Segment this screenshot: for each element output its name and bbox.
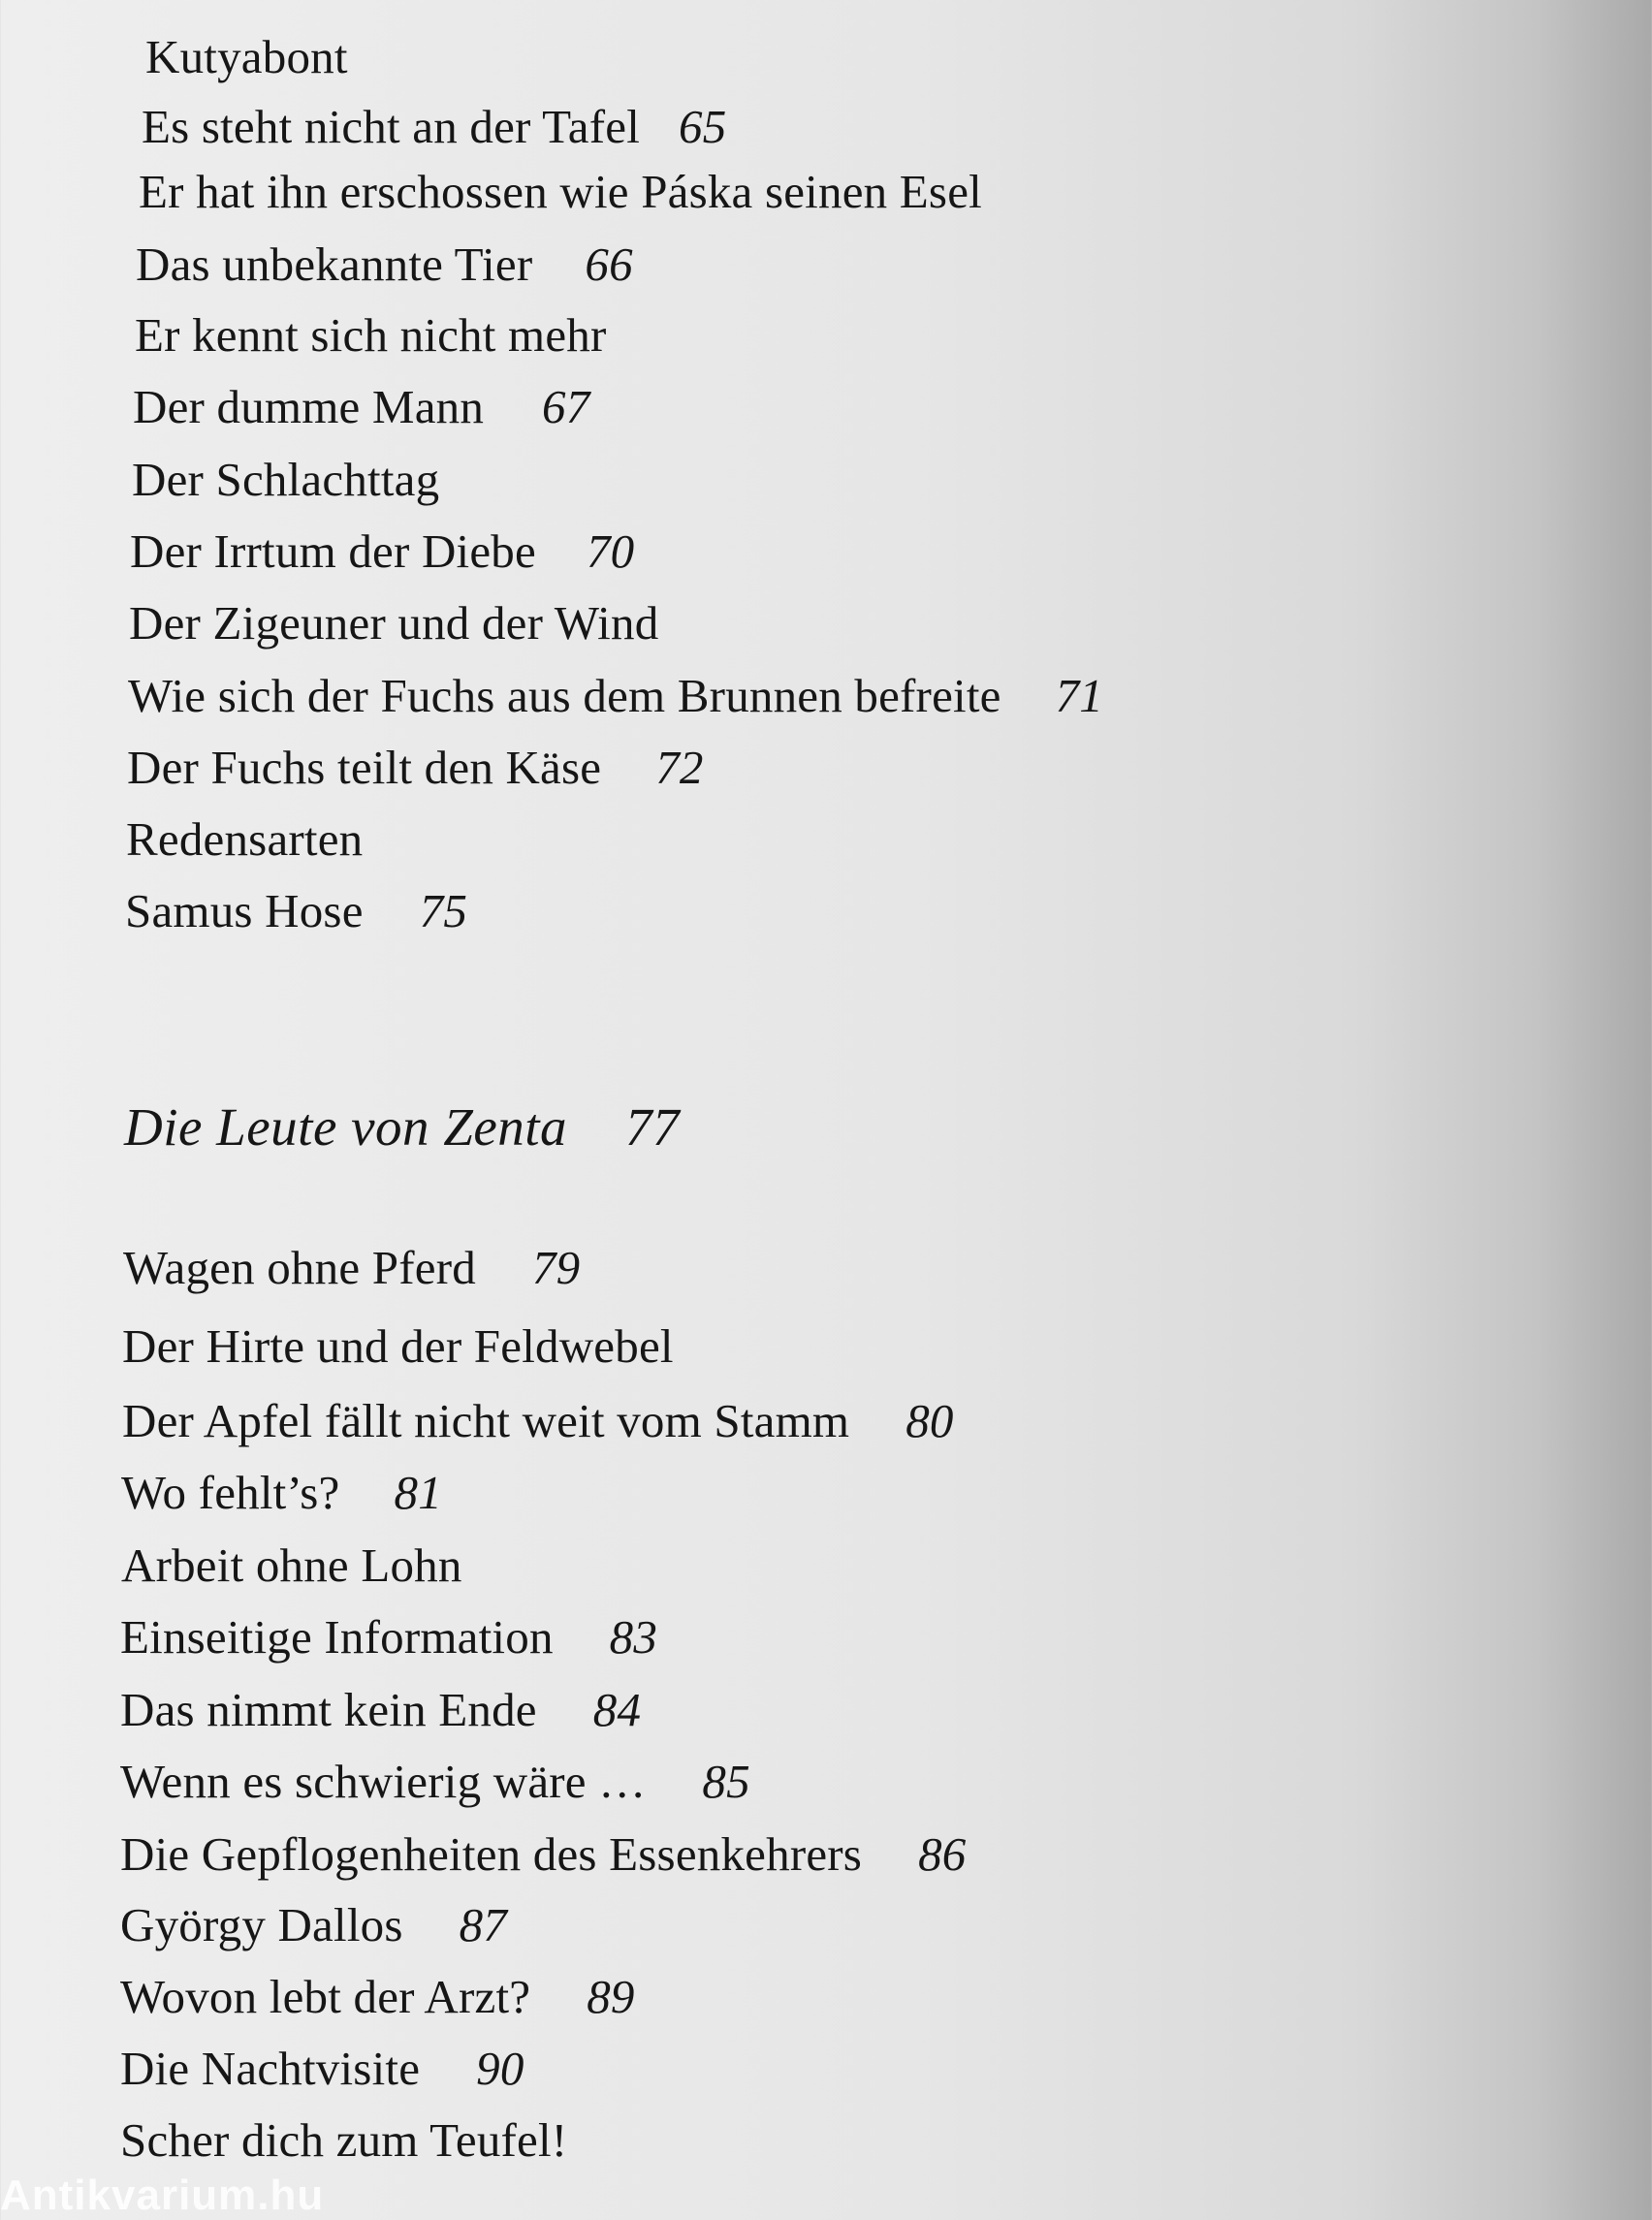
toc-entry	[129, 596, 659, 650]
toc-entry-page: 90	[476, 2042, 524, 2095]
toc-entry	[122, 1319, 674, 1373]
toc-entry-title: Der dumme Mann	[133, 380, 485, 433]
toc-entry-title: Die Nachtvisite	[120, 2042, 421, 2095]
section-page: 77	[625, 1097, 681, 1157]
toc-entry-title: Der Schlachttag	[132, 453, 440, 506]
toc-entry	[120, 2113, 568, 2167]
toc-entry-page: 89	[587, 1970, 635, 2023]
toc-entry-page: 83	[609, 1610, 658, 1664]
toc-entry-title: Scher dich zum Teufel!	[120, 2113, 568, 2167]
toc-entry-title: Wie sich der Fuchs aus dem Brunnen befreite	[128, 669, 1001, 722]
toc-entry-page: 87	[459, 1898, 508, 1951]
watermark: Antikvarium.hu	[0, 2172, 325, 2219]
toc-entry-title: Das nimmt kein Ende	[120, 1683, 537, 1736]
toc-entry-title: Samus Hose	[125, 884, 364, 937]
toc-entry-page: 65	[679, 100, 727, 153]
toc-entry	[121, 1466, 442, 1519]
toc-entry	[120, 1683, 642, 1736]
toc-entry	[130, 524, 635, 578]
toc-entry	[120, 1898, 508, 1951]
toc-entry-title: Wovon lebt der Arzt?	[120, 1970, 531, 2023]
toc-entry-title: Das unbekannte Tier	[136, 238, 533, 291]
toc-entry-title: Wo fehlt’s?	[121, 1466, 340, 1519]
toc-entry-title: Der Fuchs teilt den Käse	[127, 741, 602, 794]
toc-entry	[133, 380, 590, 433]
toc-entry	[136, 238, 633, 291]
toc-entry	[120, 1755, 750, 1808]
toc-entry	[126, 812, 364, 866]
toc-entry	[120, 1610, 658, 1664]
toc-entry-page: 80	[905, 1394, 954, 1447]
toc-entry-title: Redensarten	[126, 812, 364, 866]
toc-entry-title: Wenn es schwierig wäre …	[120, 1755, 647, 1808]
toc-entry	[135, 308, 607, 362]
toc-entry-title: Die Gepflogenheiten des Essenkehrers	[120, 1827, 863, 1881]
toc-entry-page: 84	[592, 1683, 642, 1736]
toc-entry-title: György Dallos	[120, 1898, 403, 1951]
toc-entry	[123, 1241, 581, 1294]
toc-entry	[122, 1394, 954, 1447]
section-title: Die Leute von Zenta	[124, 1097, 568, 1157]
toc-entry-title: Kutyabont	[145, 30, 348, 83]
toc-entry	[128, 669, 1104, 722]
toc-entry-title: Der Irrtum der Diebe	[130, 524, 536, 578]
toc-entry-title: Einseitige Information	[120, 1610, 554, 1664]
toc-entry-page: 75	[419, 884, 468, 937]
toc-entry	[132, 453, 440, 506]
toc-entry	[120, 1970, 635, 2023]
toc-entry-title: Der Zigeuner und der Wind	[129, 596, 659, 650]
toc-entry-title: Wagen ohne Pferd	[123, 1241, 476, 1294]
toc-entry-title: Er hat ihn erschossen wie Páska seinen Esel	[139, 165, 982, 218]
section-heading	[124, 1097, 681, 1157]
toc-entry-page: 85	[702, 1755, 750, 1808]
toc-entry	[120, 2042, 524, 2095]
toc-entry-page: 81	[394, 1466, 442, 1519]
toc-entry-title: Er kennt sich nicht mehr	[135, 308, 607, 362]
toc-entry	[121, 1538, 462, 1592]
toc-entry-page: 79	[531, 1241, 581, 1294]
toc-entry-page: 72	[655, 741, 704, 794]
toc-entry-page: 70	[586, 524, 635, 578]
toc-entry	[142, 100, 727, 153]
toc-entry-page: 67	[542, 380, 590, 433]
toc-entry-title: Der Apfel fällt nicht weit vom Stamm	[122, 1394, 850, 1447]
toc-entry	[139, 165, 982, 218]
toc-entry-title: Der Hirte und der Feldwebel	[122, 1319, 674, 1373]
toc-entry-title: Es steht nicht an der Tafel	[142, 100, 641, 153]
toc-entry-page: 71	[1055, 669, 1104, 722]
toc-entry	[145, 30, 348, 83]
toc-entry	[127, 741, 704, 794]
toc-entry-page: 86	[918, 1827, 967, 1881]
toc-entry	[120, 1827, 967, 1881]
toc-entry-title: Arbeit ohne Lohn	[121, 1538, 462, 1592]
toc-entry	[125, 884, 468, 937]
toc-entry-page: 66	[585, 238, 633, 291]
